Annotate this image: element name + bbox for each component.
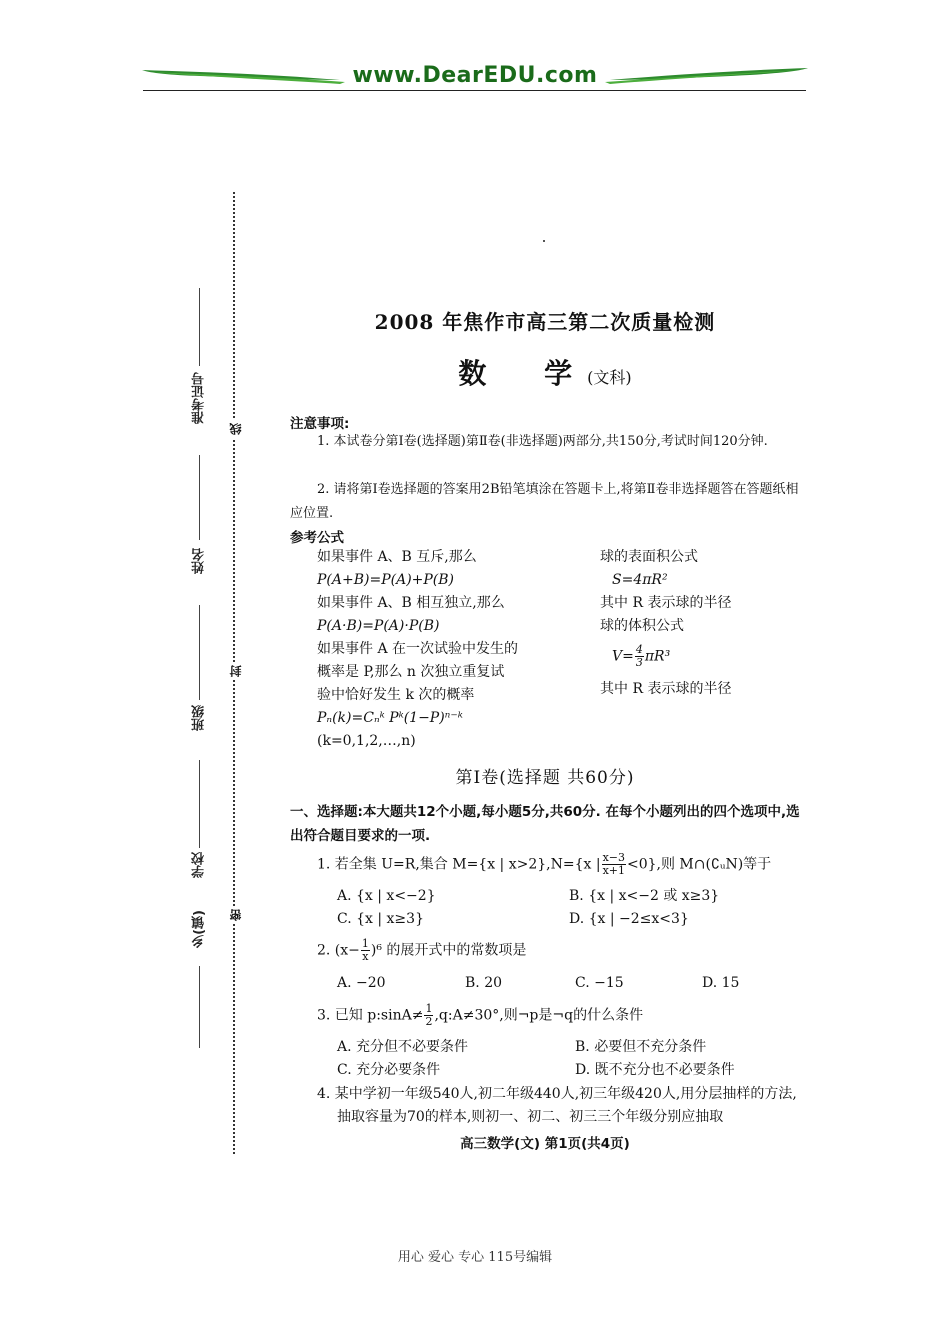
subject-type: (文科) xyxy=(587,368,632,387)
volume-lhs: V= xyxy=(612,648,634,665)
question-stem-part: 2. (x− xyxy=(317,942,360,959)
part1-title: 第Ⅰ卷(选择题 共60分) xyxy=(455,768,635,788)
seal-mark-line: 线 xyxy=(227,420,244,438)
formula-left-line: 验中恰好发生 k 次的概率 xyxy=(317,687,475,703)
formula-left-line: 如果事件 A 在一次试验中发生的 xyxy=(317,641,519,657)
option-b: B. {x | x<−2 或 x≥3} xyxy=(569,888,720,904)
formula-right-line: 其中 R 表示球的半径 xyxy=(600,595,732,611)
volume-fraction-den: 3 xyxy=(635,656,643,669)
formula-right-line: 球的体积公式 xyxy=(600,618,684,634)
fraction-num: 1 xyxy=(361,937,369,950)
seal-mark-secret: 密 xyxy=(227,906,244,924)
formula-right-line: 球的表面积公式 xyxy=(600,549,698,565)
option-a: A. {x | x<−2} xyxy=(337,888,436,904)
fraction-den: x+1 xyxy=(602,864,625,877)
field-label-exam-number: 准考证号 xyxy=(192,372,207,424)
option-a: A. 充分但不必要条件 xyxy=(337,1039,469,1055)
volume-fraction-num: 4 xyxy=(635,643,643,656)
option-c: C. −15 xyxy=(575,975,624,991)
notice-item-2: 2. 请将第Ⅰ卷选择题的答案用2B铅笔填涂在答题卡上,将第Ⅱ卷非选择题答在答题纸相应位置. xyxy=(290,482,799,521)
question-1-stem xyxy=(317,852,771,877)
formula-right-line: 其中 R 表示球的半径 xyxy=(600,681,732,697)
section1-intro: 一、选择题:本大题共12个小题,每小题5分,共60分. 在每个小题列出的四个选项中,选出符合题目要求的一项. xyxy=(290,804,800,844)
formula-left-line: 概率是 P,那么 n 次独立重复试 xyxy=(317,664,505,680)
exam-title: 2008 年焦作市高三第二次质量检测 xyxy=(374,310,716,334)
header-rule xyxy=(143,90,806,91)
formula-right-line: S=4πR² xyxy=(612,572,668,588)
formula-left-line: 如果事件 A、B 互斥,那么 xyxy=(317,549,477,565)
fraction-den: x xyxy=(362,950,369,963)
volume-fraction xyxy=(635,644,644,669)
field-line-school xyxy=(199,760,200,848)
fraction-num: x−3 xyxy=(602,851,625,864)
field-label-class: 班级 xyxy=(192,705,207,731)
question-4-stem-line: 抽取容量为70的样本,则初一、初二、初三三个年级分别应抽取 xyxy=(337,1109,724,1125)
site-url-logo: www.DearEDU.com xyxy=(352,63,598,88)
formula-heading: 参考公式 xyxy=(290,530,344,546)
option-c: C. {x | x≥3} xyxy=(337,911,424,927)
question-stem-part: 3. 已知 p:sinA≠ xyxy=(317,1007,424,1024)
option-d: D. 既不充分也不必要条件 xyxy=(575,1062,735,1078)
site-banner xyxy=(140,58,810,98)
notice-heading: 注意事项: xyxy=(290,416,350,432)
option-b: B. 必要但不充分条件 xyxy=(575,1039,707,1055)
question-2-stem xyxy=(317,938,526,963)
seal-mark-seal: 封 xyxy=(227,662,244,680)
fraction-num: 1 xyxy=(425,1002,433,1015)
formula-left-line: P(A·B)=P(A)·P(B) xyxy=(317,618,440,634)
option-c: C. 充分必要条件 xyxy=(337,1062,441,1078)
page-footer: 高三数学(文) 第1页(共4页) xyxy=(460,1136,630,1152)
subject-name: 数 学 xyxy=(458,357,597,390)
question-fraction xyxy=(361,938,370,963)
question-stem-part: <0},则 M∩(∁ᵤN)等于 xyxy=(626,856,772,873)
notice-item-1: 1. 本试卷分第Ⅰ卷(选择题)第Ⅱ卷(非选择题)两部分,共150分,考试时间120分钟. xyxy=(317,434,768,449)
question-4-stem-line: 4. 某中学初一年级540人,初二年级440人,初三年级420人,用分层抽样的方法, xyxy=(317,1086,797,1102)
formula-left-line: 如果事件 A、B 相互独立,那么 xyxy=(317,595,505,611)
option-b: B. 20 xyxy=(465,975,503,991)
option-a: A. −20 xyxy=(337,975,386,991)
field-line-class xyxy=(199,605,200,700)
subject-title xyxy=(290,352,800,392)
option-d: D. 15 xyxy=(702,975,740,991)
field-line-name xyxy=(199,455,200,540)
question-3-stem xyxy=(317,1003,643,1028)
formula-left-line: P(A+B)=P(A)+P(B) xyxy=(317,572,455,588)
question-fraction xyxy=(424,1003,433,1028)
bottom-note: 用心 爱心 专心 115号编辑 xyxy=(397,1250,553,1265)
question-fraction xyxy=(602,852,626,877)
volume-rhs: πR³ xyxy=(644,648,671,665)
formula-left-line: (k=0,1,2,…,n) xyxy=(317,733,416,749)
field-label-school: 学校 xyxy=(192,852,207,878)
formula-left-line: Pₙ(k)=Cₙᵏ Pᵏ(1−P)ⁿ⁻ᵏ xyxy=(317,710,463,726)
field-line-exam-number xyxy=(199,288,200,366)
field-label-town: 乡(镇) xyxy=(192,910,207,948)
field-label-name: 姓名 xyxy=(192,548,207,574)
field-line-town xyxy=(199,966,200,1048)
sphere-volume-formula xyxy=(612,644,670,669)
question-stem-part: )⁶ 的展开式中的常数项是 xyxy=(370,942,527,959)
option-d: D. {x | −2≤x<3} xyxy=(569,911,689,927)
question-stem-part: ,q:A≠30°,则¬p是¬q的什么条件 xyxy=(434,1007,644,1024)
scan-speck xyxy=(543,240,545,242)
question-stem-part: 1. 若全集 U=R,集合 M={x | x>2},N={x | xyxy=(317,856,601,873)
fraction-den: 2 xyxy=(425,1015,433,1028)
